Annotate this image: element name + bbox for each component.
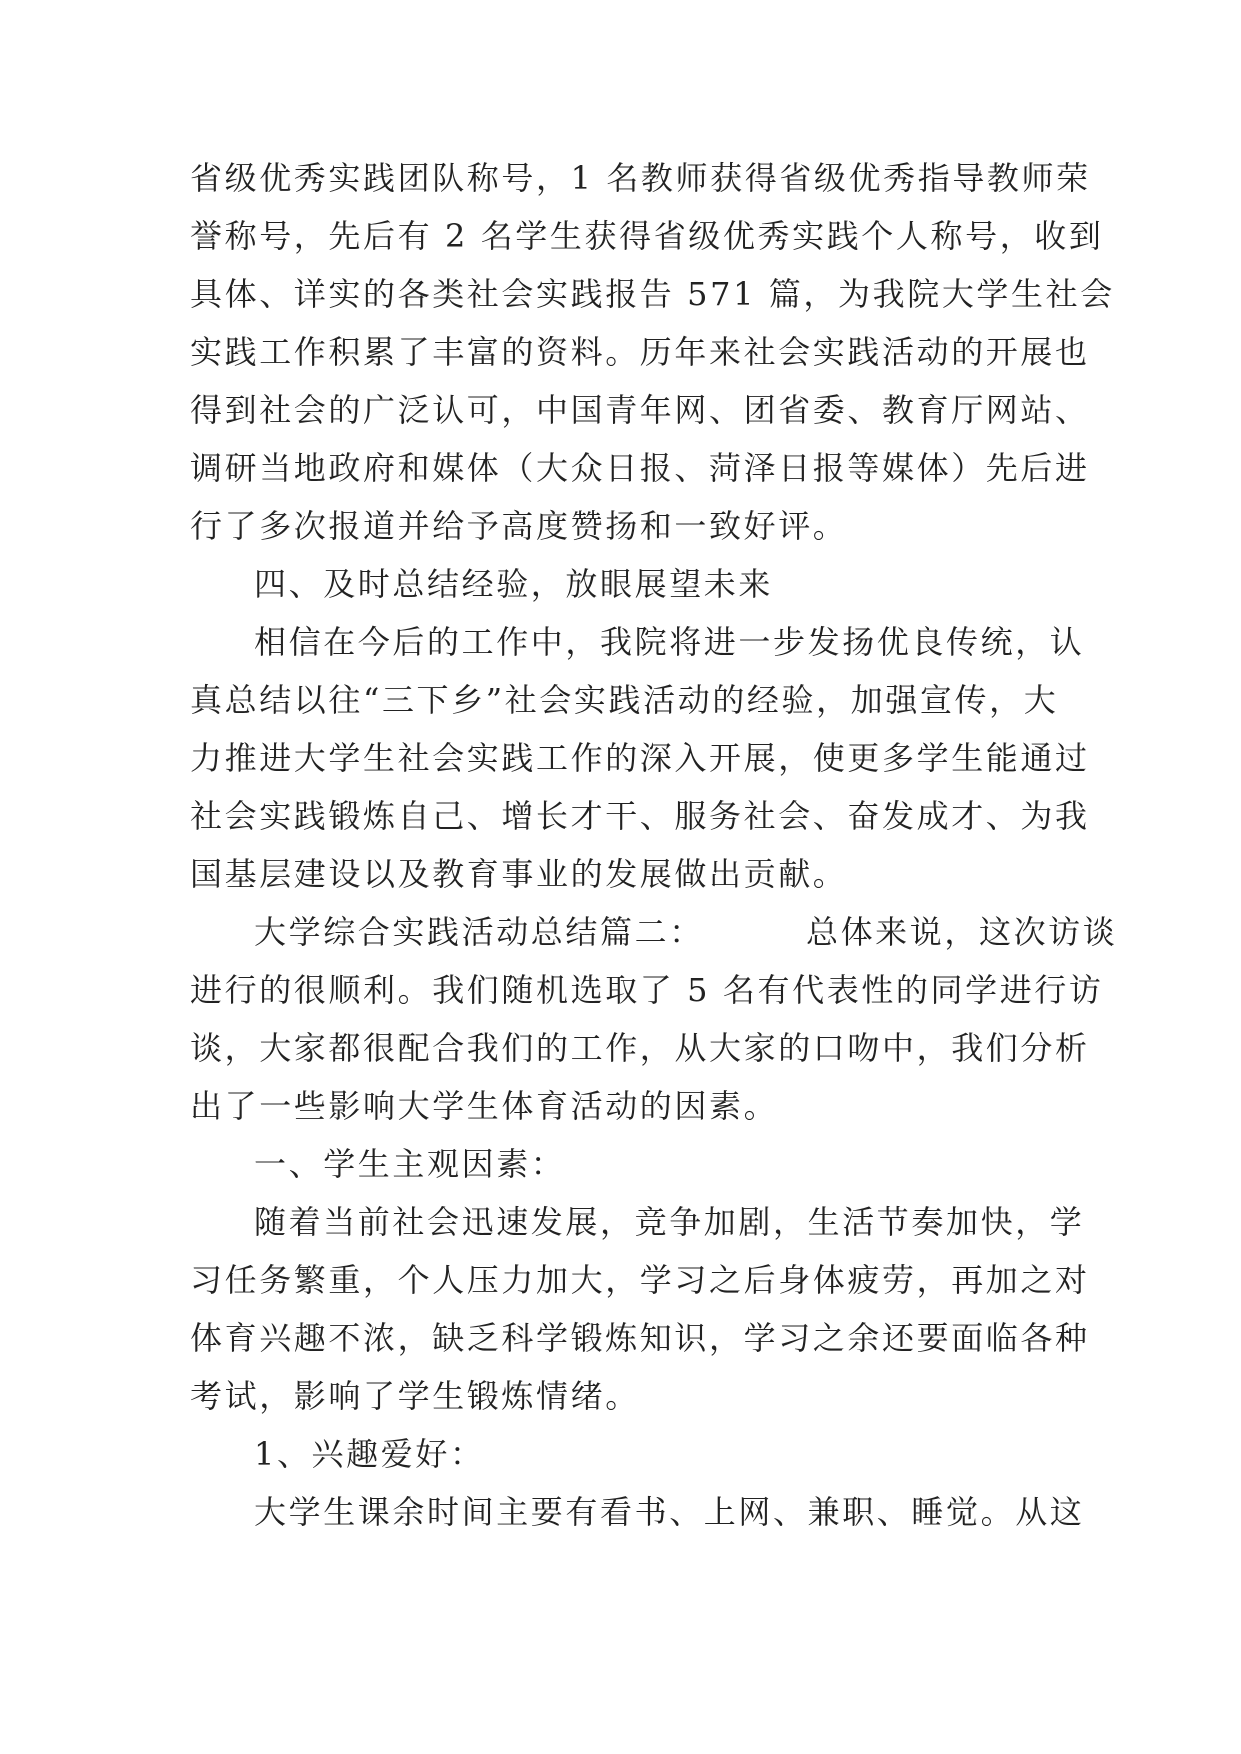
text-line: 社会实践锻炼自己、增长才干、服务社会、奋发成才、为我 [190, 797, 1090, 835]
text-line: 真总结以往“三下乡”社会实践活动的经验，加强宣传，大 [190, 681, 1059, 719]
document-body [190, 149, 1118, 1541]
text-line: 力推进大学生社会实践工作的深入开展，使更多学生能通过 [190, 739, 1090, 777]
text-line: 进行的很顺利。我们随机选取了 5 名有代表性的同学进行访 [190, 971, 1104, 1009]
text-line: 出了一些影响大学生体育活动的因素。 [190, 1087, 779, 1125]
paragraph-first-line: 相信在今后的工作中，我院将进一步发扬优良传统，认 [254, 623, 1085, 661]
text-line: 调研当地政府和媒体（大众日报、菏泽日报等媒体）先后进 [190, 449, 1090, 487]
text-line: 体育兴趣不浓，缺乏科学锻炼知识，学习之余还要面临各种 [190, 1319, 1090, 1357]
paragraph-first-line: 大学综合实践活动总结篇二： 总体来说，这次访谈 [254, 913, 1118, 951]
subsection-heading: 1、兴趣爱好： [254, 1435, 485, 1473]
text-line: 谈，大家都很配合我们的工作，从大家的口吻中，我们分析 [190, 1029, 1090, 1067]
text-line: 省级优秀实践团队称号，1 名教师获得省级优秀指导教师荣 [190, 159, 1091, 197]
text-line: 得到社会的广泛认可，中国青年网、团省委、教育厅网站、 [190, 391, 1090, 429]
paragraph-first-line: 大学生课余时间主要有看书、上网、兼职、睡觉。从这 [254, 1493, 1085, 1531]
text-line: 国基层建设以及教育事业的发展做出贡献。 [190, 855, 848, 893]
paragraph-first-line: 随着当前社会迅速发展，竞争加剧，生活节奏加快，学 [254, 1203, 1085, 1241]
text-line: 行了多次报道并给予高度赞扬和一致好评。 [190, 507, 848, 545]
text-line: 誉称号，先后有 2 名学生获得省级优秀实践个人称号，收到 [190, 217, 1104, 255]
text-line: 习任务繁重，个人压力加大，学习之后身体疲劳，再加之对 [190, 1261, 1090, 1299]
text-line: 具体、详实的各类社会实践报告 571 篇，为我院大学生社会 [190, 275, 1115, 313]
section-heading: 一、学生主观因素： [254, 1145, 566, 1183]
text-line: 实践工作积累了丰富的资料。历年来社会实践活动的开展也 [190, 333, 1090, 371]
section-heading: 四、及时总结经验，放眼展望未来 [254, 565, 774, 603]
text-line: 考试，影响了学生锻炼情绪。 [190, 1377, 640, 1415]
